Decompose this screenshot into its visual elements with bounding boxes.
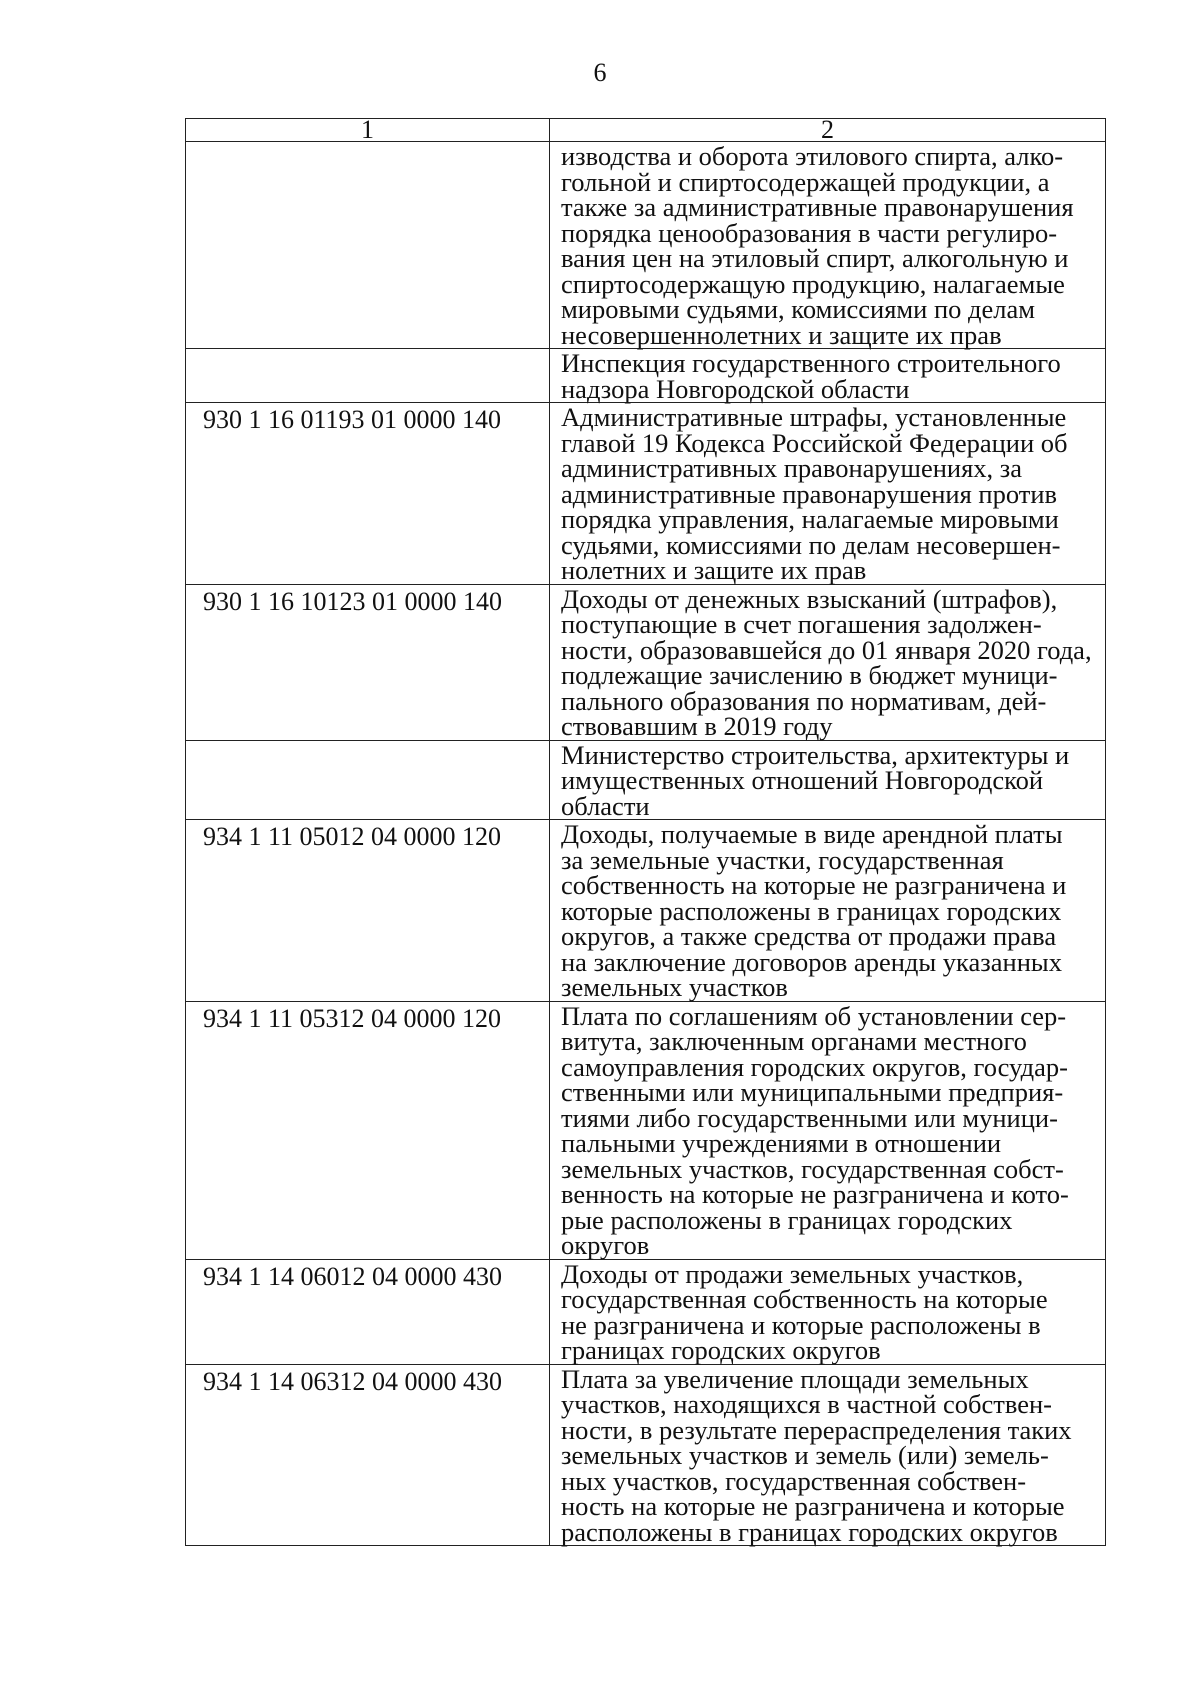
code-cell [186, 142, 550, 349]
code-cell: 934 1 11 05012 04 0000 120 [186, 820, 550, 1002]
table-row [186, 740, 1106, 820]
code-cell: 930 1 16 01193 01 0000 140 [186, 403, 550, 585]
description-cell: Доходы от продажи земельных участков, государственная собственность на которые не разграничена и которые расположены в границах городских округов [550, 1259, 1106, 1364]
table-row [186, 349, 1106, 403]
description-cell: Плата по соглашениям об установлении сер- витута, заключенным органами местного самоуправления городских округов, государ- ственными или муниципальными предприя- тиями либо государственными или муници- пальными учреждениями в отношении земельных участков, государственная собст- венность на которые не разграничена и кото- рые расположены в границах городских округов [550, 1001, 1106, 1259]
description-cell: Доходы, получаемые в виде арендной платы за земельные участки, государственная собственность на которые не разграничена и которые расположены в границах городских округов, а также средства от продажи права на заключение договоров аренды указанных земельных участков [550, 820, 1106, 1002]
table-row [186, 584, 1106, 740]
code-cell [186, 349, 550, 403]
revenue-codes-table [185, 115, 1106, 1547]
column-header-code: 1 [186, 119, 550, 142]
description-cell: изводства и оборота этилового спирта, алко- гольной и спиртосодержащей продукции, а также за административные правонарушения порядка ценообразования в части регулиро- вания цен на этиловый спирт, алкогольную и спиртосодержащую продукцию, налагаемые мировыми судьями, комиссиями по делам несовершеннолетних и защите их прав [550, 142, 1106, 349]
description-cell: Плата за увеличение площади земельных участков, находящихся в частной собствен- ности, в результате перераспределения таких земельных участков и земель (или) земель- ных участков, государственная собствен- ность на которые не разграничена и которые расположены в границах городских округов [550, 1364, 1106, 1546]
description-cell: Министерство строительства, архитектуры и имущественных отношений Новгородской области [550, 740, 1106, 820]
page-number: 6 [593, 58, 607, 87]
code-cell: 934 1 14 06012 04 0000 430 [186, 1259, 550, 1364]
table-row [186, 1259, 1106, 1364]
code-cell [186, 740, 550, 820]
code-cell: 934 1 14 06312 04 0000 430 [186, 1364, 550, 1546]
table-row [186, 1364, 1106, 1546]
code-cell: 930 1 16 10123 01 0000 140 [186, 584, 550, 740]
table-row [186, 1001, 1106, 1259]
table-row [186, 142, 1106, 349]
code-cell: 934 1 11 05312 04 0000 120 [186, 1001, 550, 1259]
description-cell: Доходы от денежных взысканий (штрафов), поступающие в счет погашения задолжен- ности, образовавшейся до 01 января 2020 года, подлежащие зачислению в бюджет муници- пального образования по нормативам, дей- ствовавшим в 2019 году [550, 584, 1106, 740]
table-row [186, 403, 1106, 585]
description-cell: Инспекция государственного строительного надзора Новгородской области [550, 349, 1106, 403]
table-header-row [186, 119, 1106, 142]
table-row [186, 820, 1106, 1002]
column-header-description: 2 [550, 119, 1106, 142]
description-cell: Административные штрафы, установленные главой 19 Кодекса Российской Федерации об административных правонарушениях, за административные правонарушения против порядка управления, налагаемые мировыми судьями, комиссиями по делам несовершен- нолетних и защите их прав [550, 403, 1106, 585]
